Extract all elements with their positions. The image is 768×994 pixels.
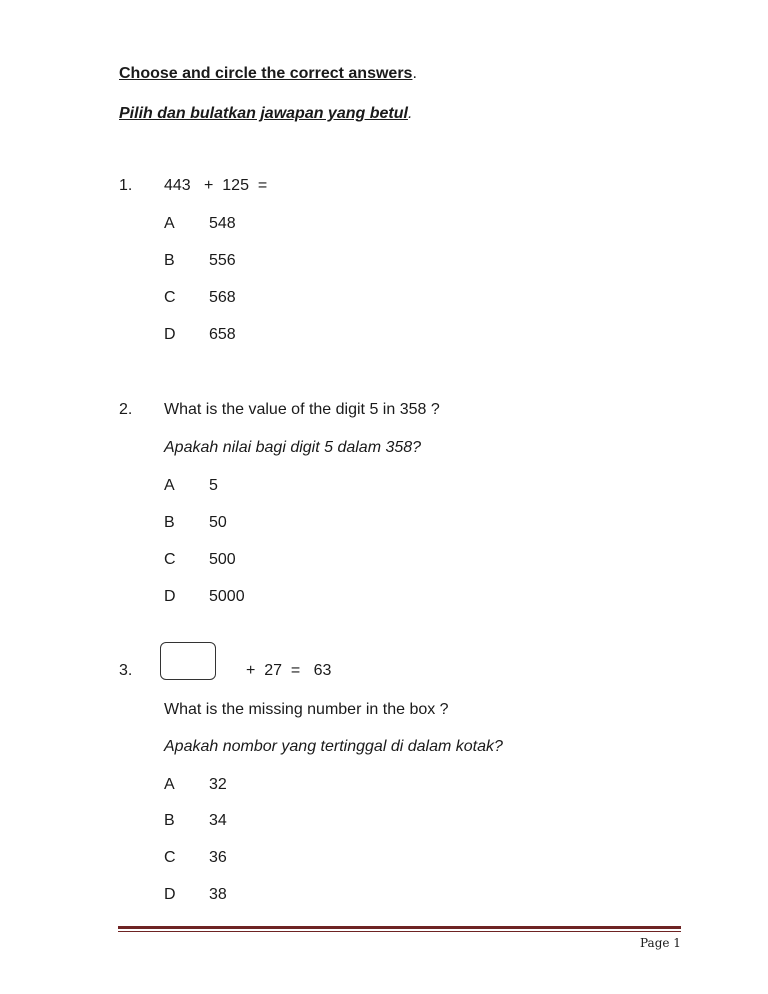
question-3-option-d-value[interactable]: 38: [209, 886, 227, 903]
question-3-option-b-letter: B: [164, 812, 175, 829]
question-2-number: 2.: [119, 401, 133, 418]
question-3-number: 3.: [119, 662, 133, 679]
question-3-option-c-letter: C: [164, 849, 176, 866]
question-2-option-a-letter: A: [164, 477, 175, 494]
question-2-option-d-letter: D: [164, 588, 176, 605]
footer-rule-thin: [118, 931, 681, 932]
question-1-option-b-letter: B: [164, 252, 175, 269]
question-1-number: 1.: [119, 177, 133, 194]
instruction-english: [119, 64, 417, 84]
footer-rule: [118, 926, 681, 929]
question-2-option-a-value[interactable]: 5: [209, 477, 218, 494]
question-1-text: 443 + 125 =: [164, 177, 268, 194]
question-3-translation: Apakah nombor yang tertinggal di dalam kotak?: [164, 738, 503, 755]
question-3-option-a-letter: A: [164, 776, 175, 793]
instruction-malay: [119, 104, 412, 124]
question-1-option-d-value[interactable]: 658: [209, 326, 236, 343]
question-2-option-c-letter: C: [164, 551, 176, 568]
question-2-option-b-letter: B: [164, 514, 175, 531]
instruction-english-text: Choose and circle the correct answers: [119, 65, 413, 82]
question-3-option-a-value[interactable]: 32: [209, 776, 227, 793]
question-3-option-d-letter: D: [164, 886, 176, 903]
question-1-option-c-letter: C: [164, 289, 176, 306]
question-3-option-b-value[interactable]: 34: [209, 812, 227, 829]
question-1-option-c-value[interactable]: 568: [209, 289, 236, 306]
missing-number-box: [160, 642, 216, 680]
question-2-option-b-value[interactable]: 50: [209, 514, 227, 531]
question-2-option-c-value[interactable]: 500: [209, 551, 236, 568]
question-2-text: What is the value of the digit 5 in 358 ?: [164, 401, 440, 418]
instruction-malay-text: Pilih dan bulatkan jawapan yang betul: [119, 105, 408, 122]
question-3-option-c-value[interactable]: 36: [209, 849, 227, 866]
question-1-option-b-value[interactable]: 556: [209, 252, 236, 269]
instruction-malay-period: .: [407, 105, 413, 122]
question-1-option-a-letter: A: [164, 215, 175, 232]
question-1-option-d-letter: D: [164, 326, 176, 343]
question-2-option-d-value[interactable]: 5000: [209, 588, 245, 605]
instruction-english-period: .: [412, 65, 417, 82]
question-3-text: What is the missing number in the box ?: [164, 701, 449, 718]
page-number: Page 1: [640, 936, 681, 950]
question-1-option-a-value[interactable]: 548: [209, 215, 236, 232]
question-3-equation: + 27 = 63: [246, 662, 332, 679]
question-2-translation: Apakah nilai bagi digit 5 dalam 358?: [164, 439, 422, 456]
